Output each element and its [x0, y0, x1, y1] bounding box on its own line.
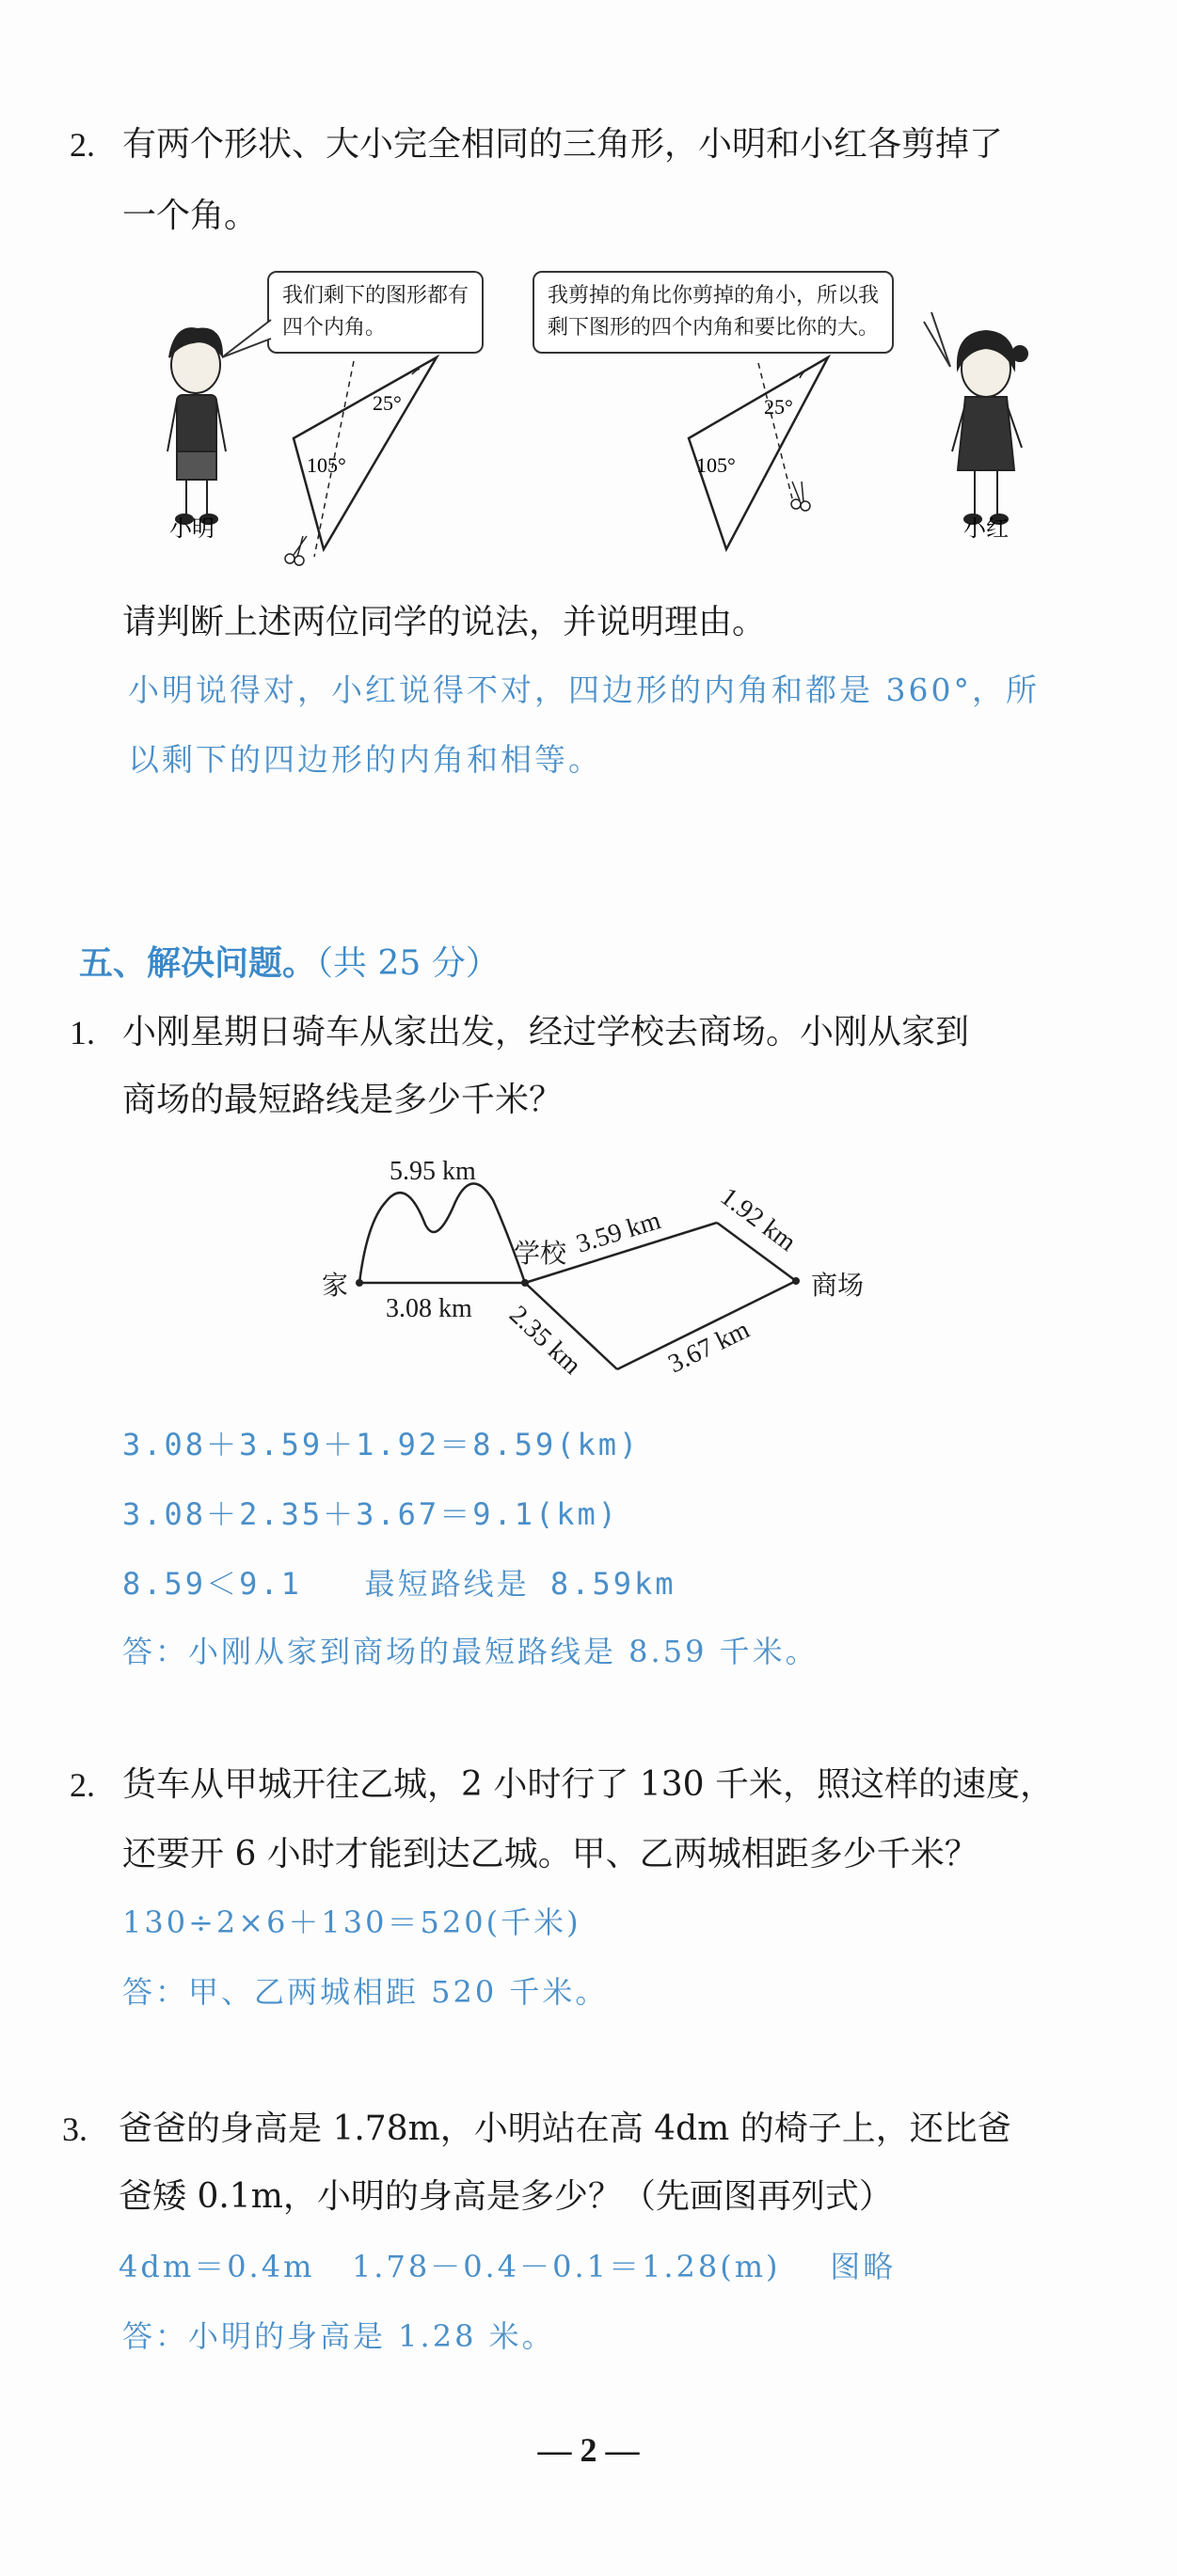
place-school: 学校 [514, 1238, 567, 1269]
question-text: 爸矮 0.1m，小明的身高是多少？（先画图再列式） [119, 2177, 893, 2216]
answer-text: 小明说得对，小红说得不对，四边形的内角和都是 360°，所 [128, 672, 1040, 708]
question-text: 一个角。 [122, 197, 259, 235]
route-map [0, 1147, 1177, 1411]
distance-label: 3.59 km [572, 1206, 664, 1259]
speech-line: 剩下图形的四个内角和要比你的大。 [548, 316, 880, 340]
answer-text: 答：甲、乙两城相距 520 千米。 [122, 1974, 609, 2010]
answer-text: 4dm＝0.4m 1.78－0.4－0.1＝1.28(m) 图略 [119, 2249, 897, 2284]
curved-road [359, 1183, 525, 1283]
speech-line: 我剪掉的角比你剪掉的角小，所以我 [548, 284, 880, 308]
question-text: 爸爸的身高是 1.78m，小明站在高 4dm 的椅子上，还比爸 [119, 2110, 1011, 2148]
angle-label: 105° [696, 453, 736, 477]
page-number: — 2 — [537, 2431, 640, 2469]
xiaoming-figure [167, 328, 226, 524]
section-title-text: 五、解决问题。 [79, 943, 317, 983]
mall-point [792, 1277, 800, 1285]
distance-label: 3.67 km [663, 1315, 755, 1380]
xiaohong-figure [952, 331, 1027, 524]
answer-text: 3.08＋2.35＋3.67＝9.1(km) [122, 1496, 620, 1532]
triangles-illustration [0, 263, 1177, 574]
section-title [79, 940, 500, 987]
question-number: 2. [70, 126, 95, 164]
question-number: 1. [70, 1014, 95, 1051]
scissors-icon [285, 536, 307, 565]
angle-label: 25° [373, 391, 402, 415]
question-text: 小刚星期日骑车从家出发，经过学校去商场。小刚从家到 [122, 1013, 970, 1051]
question-text: 还要开 6 小时才能到达乙城。甲、乙两城相距多少千米？ [122, 1835, 978, 1873]
question-text: 货车从甲城开往乙城，2 小时行了 130 千米，照这样的速度， [122, 1765, 1054, 1804]
answer-text: 答：小明的身高是 1.28 米。 [122, 2318, 555, 2354]
answer-text: 答：小刚从家到商场的最短路线是 8.59 千米。 [122, 1634, 819, 1669]
home-point [356, 1279, 363, 1287]
question-number: 2. [70, 1766, 95, 1804]
question-number: 3. [62, 2110, 87, 2148]
answer-text: 8.59＜9.1 最短路线是 8.59km [122, 1566, 676, 1602]
distance-label: 5.95 km [390, 1157, 476, 1186]
place-mall: 商场 [811, 1270, 865, 1301]
answer-text: 以剩下的四边形的内角和相等。 [128, 741, 602, 778]
question-text: 商场的最短路线是多少千米？ [122, 1081, 564, 1119]
distance-label: 3.08 km [386, 1294, 472, 1323]
speech-line: 我们剩下的图形都有 [282, 284, 469, 308]
scissors-icon [791, 482, 810, 511]
name-xiaohong: 小红 [963, 515, 1009, 542]
answer-text: 130÷2×6＋130＝520(千米) [122, 1904, 581, 1940]
distance-label: 2.35 km [503, 1300, 587, 1381]
speech-line: 四个内角。 [282, 316, 387, 340]
place-home: 家 [322, 1270, 349, 1301]
angle-label: 105° [307, 453, 346, 477]
question-prompt: 请判断上述两位同学的说法，并说明理由。 [122, 603, 767, 641]
section-points: （共 25 分） [316, 944, 500, 983]
distance-label: 1.92 km [714, 1181, 802, 1257]
answer-text: 3.08＋3.59＋1.92＝8.59(km) [122, 1427, 641, 1462]
school-point [521, 1279, 529, 1287]
angle-label: 25° [764, 395, 793, 419]
question-text: 有两个形状、大小完全相同的三角形，小明和小红各剪掉了 [122, 125, 1004, 164]
name-xiaoming: 小明 [169, 515, 215, 542]
